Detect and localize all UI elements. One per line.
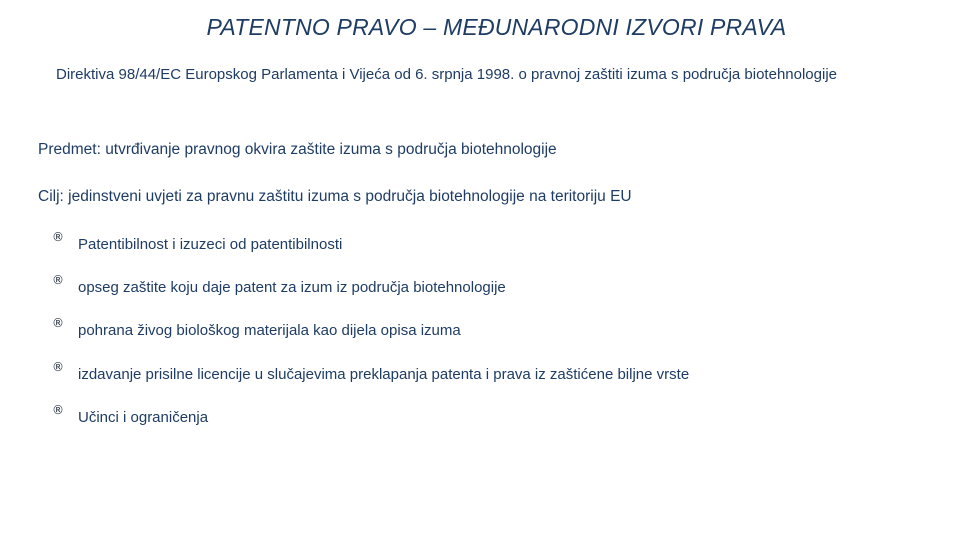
list-item — [52, 360, 912, 388]
bullet-text: Učinci i ograničenja — [78, 409, 209, 426]
bullet-text: opseg zaštite koju daje patent za izum iz područja biotehnologije — [78, 279, 506, 296]
directive-text: Direktiva 98/44/EC Europskog Parlamenta i Vijeća od 6. srpnja 1998. o pravnoj zaštiti izuma s područja biotehnologije — [56, 66, 837, 83]
registered-bullet-icon: ® — [52, 316, 64, 330]
list-item — [52, 316, 912, 344]
list-item — [52, 230, 912, 258]
bullet-text: izdavanje prisilne licencije u slučajevima preklapanja patenta i prava iz zaštićene biljne vrste — [78, 366, 690, 383]
list-item — [52, 403, 912, 431]
bullet-text: pohrana živog biološkog materijala kao dijela opisa izuma — [78, 322, 461, 339]
list-item — [52, 273, 912, 301]
goal-text: Cilj: jedinstveni uvjeti za pravnu zaštitu izuma s područja biotehnologije na teritoriju EU — [38, 188, 632, 205]
registered-bullet-icon: ® — [52, 360, 64, 374]
subject-text: Predmet: utvrđivanje pravnog okvira zaštite izuma s područja biotehnologije — [38, 141, 557, 158]
registered-bullet-icon: ® — [52, 273, 64, 287]
slide-title: PATENTNO PRAVO – MEĐUNARODNI IZVORI PRAVA — [206, 14, 787, 40]
registered-bullet-icon: ® — [52, 403, 64, 417]
registered-bullet-icon: ® — [52, 230, 64, 244]
bullet-text: Patentibilnost i izuzeci od patentibilnosti — [78, 236, 343, 253]
